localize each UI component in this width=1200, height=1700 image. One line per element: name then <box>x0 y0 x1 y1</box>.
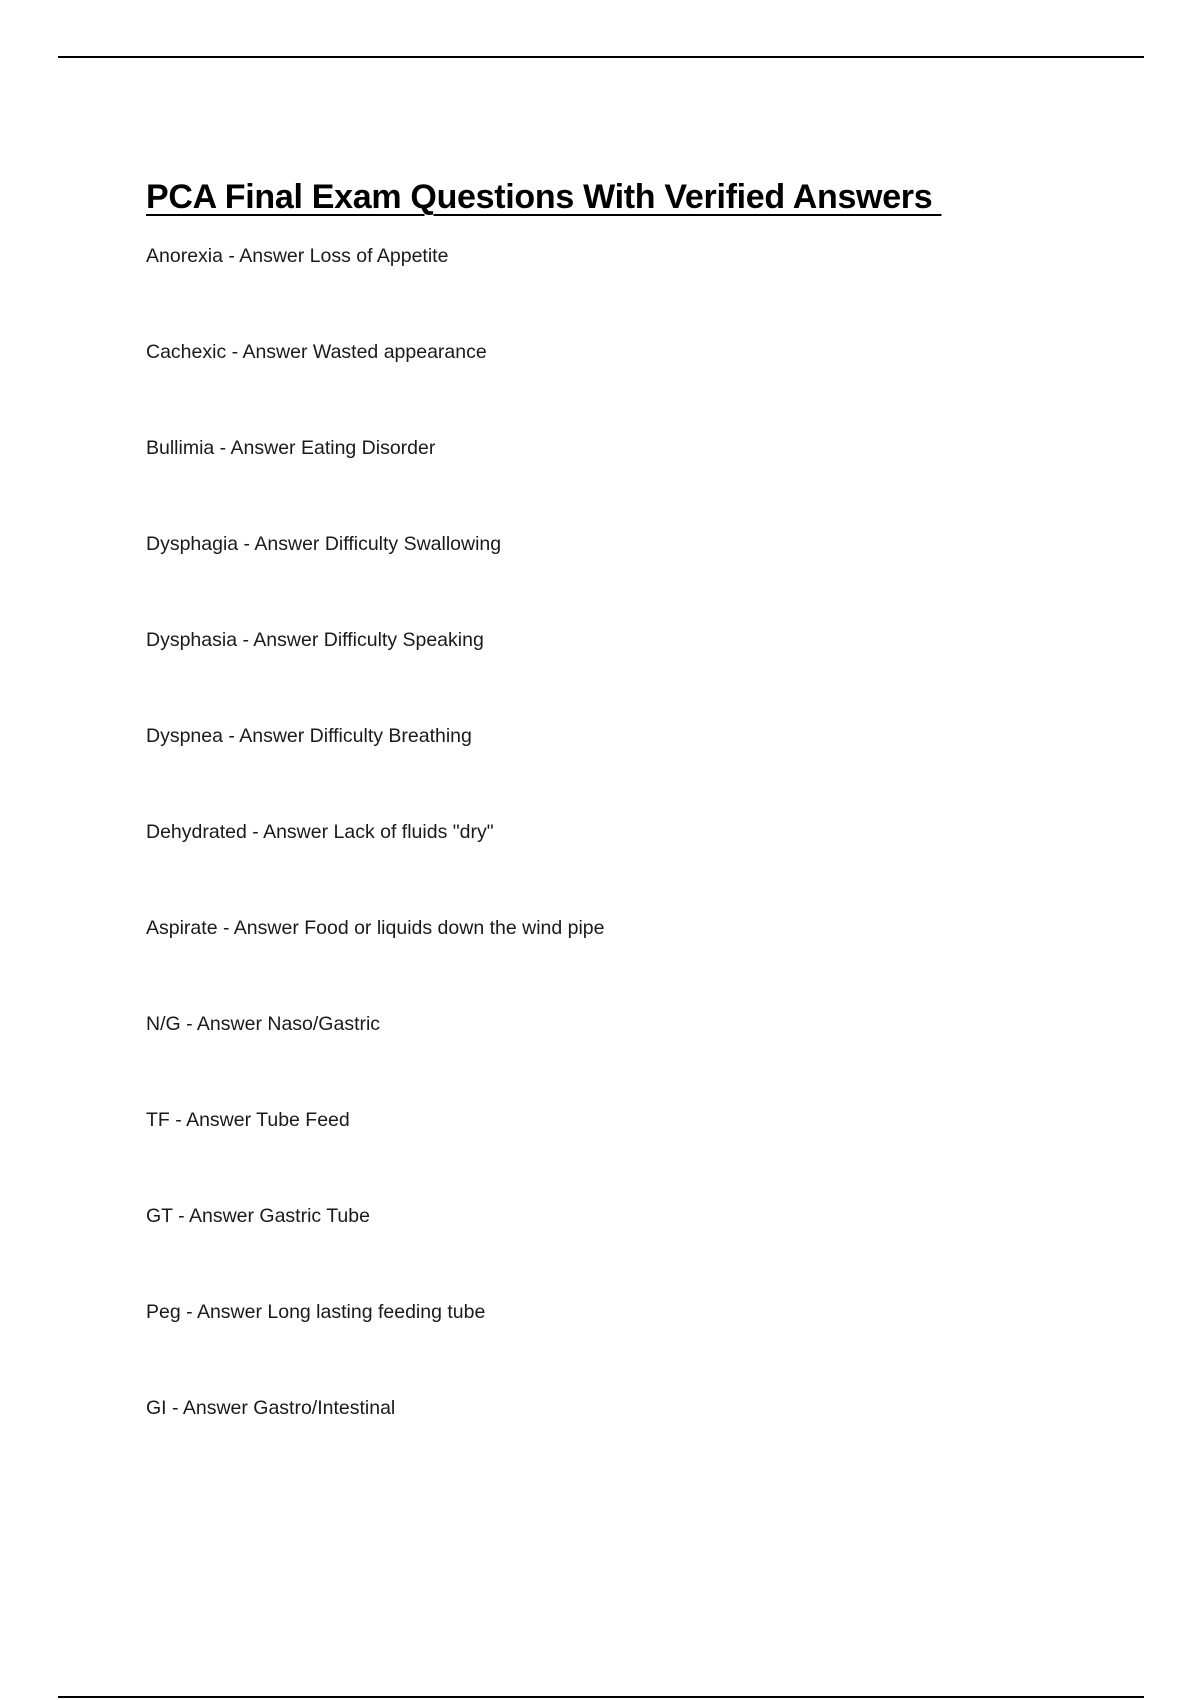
list-item: Aspirate - Answer Food or liquids down the wind pipe <box>146 917 605 939</box>
list-item: TF - Answer Tube Feed <box>146 1109 350 1131</box>
list-item: Dysphagia - Answer Difficulty Swallowing <box>146 533 502 555</box>
header-rule <box>58 56 1144 58</box>
list-item: Peg - Answer Long lasting feeding tube <box>146 1301 486 1323</box>
list-item: Dyspnea - Answer Difficulty Breathing <box>146 725 472 747</box>
page-title: PCA Final Exam Questions With Verified Answers <box>146 178 942 216</box>
list-item: GT - Answer Gastric Tube <box>146 1205 370 1227</box>
list-item: GI - Answer Gastro/Intestinal <box>146 1397 396 1419</box>
list-item: Bullimia - Answer Eating Disorder <box>146 437 436 459</box>
list-item: Cachexic - Answer Wasted appearance <box>146 341 487 363</box>
list-item: Dysphasia - Answer Difficulty Speaking <box>146 629 484 651</box>
list-item: Anorexia - Answer Loss of Appetite <box>146 245 449 267</box>
qa-list <box>146 242 605 1490</box>
footer-rule <box>58 1696 1144 1698</box>
list-item: N/G - Answer Naso/Gastric <box>146 1013 381 1035</box>
list-item: Dehydrated - Answer Lack of fluids "dry" <box>146 821 494 843</box>
